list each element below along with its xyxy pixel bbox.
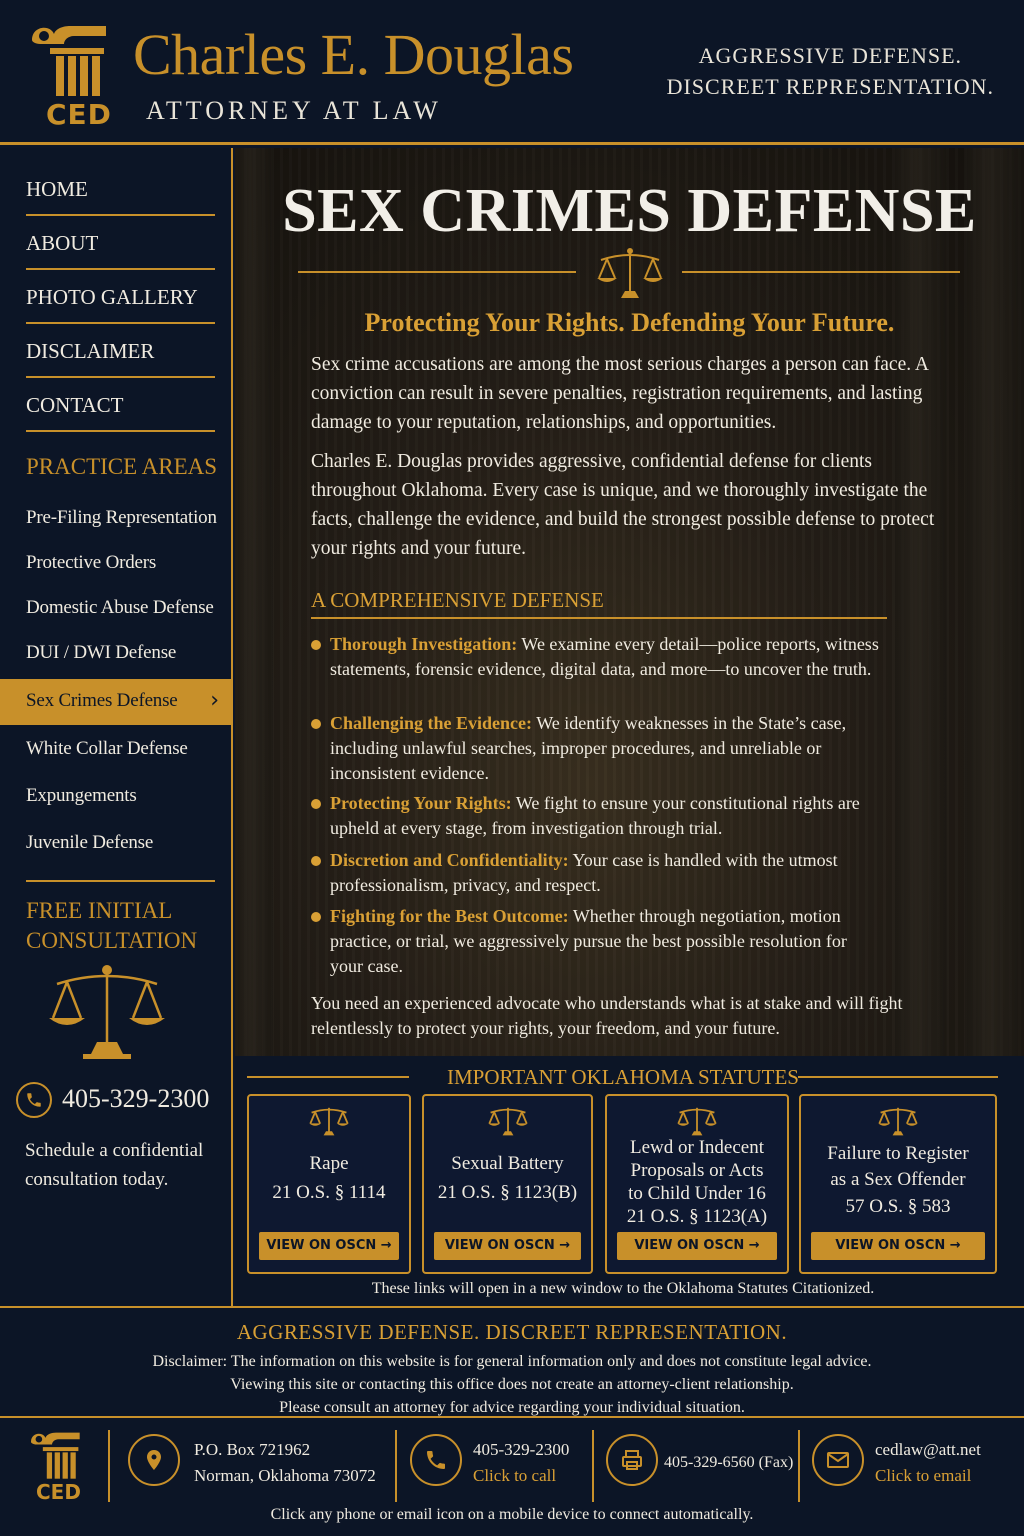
header-tagline xyxy=(667,40,994,102)
footer-email xyxy=(875,1437,981,1489)
statutes-section xyxy=(235,1056,1024,1306)
title-divider-right xyxy=(682,271,960,273)
disclaimer-line: Viewing this site or contacting this office does not create an attorney-client relationship. xyxy=(230,1376,794,1393)
view-on-oscn-button[interactable]: VIEW ON OSCN → xyxy=(434,1232,581,1260)
bullet-icon xyxy=(311,640,321,650)
sidebar-divider xyxy=(26,880,215,882)
bullet-icon xyxy=(311,856,321,866)
scales-of-justice-icon xyxy=(595,246,665,307)
tagline-line-2: DISCREET REPRESENTATION. xyxy=(666,74,994,99)
attorney-subtitle: ATTORNEY AT LAW xyxy=(146,96,442,125)
bullet-heading: Challenging the Evidence: xyxy=(330,713,533,733)
footer-fax: 405-329-6560 (Fax) xyxy=(664,1454,794,1471)
column-logo-icon[interactable] xyxy=(28,1430,84,1485)
page-title: SEX CRIMES DEFENSE xyxy=(282,177,977,245)
practice-expungements[interactable]: Expungements xyxy=(26,785,137,806)
footer-logo-text: CED xyxy=(36,1480,81,1504)
nav-contact[interactable]: CONTACT xyxy=(26,378,215,432)
statute-card-sexual-battery xyxy=(422,1094,593,1274)
site-header xyxy=(0,0,1024,145)
bullet-text: Whether through negotiation, motion practice, or trial, we aggressively pursue the best possible resolution for your case. xyxy=(330,906,847,976)
phone-icon[interactable] xyxy=(410,1434,462,1486)
bullet-icon xyxy=(311,719,321,729)
view-on-oscn-button[interactable]: VIEW ON OSCN → xyxy=(259,1232,399,1260)
address-line-1: P.O. Box 721962 xyxy=(194,1440,311,1459)
intro-paragraph: Sex crime accusations are among the most serious charges a person can face. A conviction can result in severe penalties, registration requirements, and lasting damage to your reputation, relationships, and opportunities. xyxy=(311,354,928,433)
practice-pre-filing[interactable]: Pre-Filing Representation xyxy=(26,507,217,528)
nav-photo-gallery[interactable]: PHOTO GALLERY xyxy=(26,270,215,324)
bullet-icon xyxy=(311,799,321,809)
footer-email-address[interactable]: cedlaw@att.net xyxy=(875,1440,981,1459)
section-title: A COMPREHENSIVE DEFENSE xyxy=(311,588,887,619)
statute-citation: 21 O.S. § 1114 xyxy=(272,1182,386,1203)
attorney-name[interactable]: Charles E. Douglas xyxy=(133,22,574,87)
statute-name-line: as a Sex Offender xyxy=(830,1169,966,1190)
logo-text: CED xyxy=(46,98,112,131)
closing-paragraph: You need an experienced advocate who understands what is at stake and will fight relentlessly to protect your rights, your freedom, and your future. xyxy=(311,993,903,1038)
statute-citation: 57 O.S. § 583 xyxy=(845,1196,951,1217)
location-pin-icon[interactable] xyxy=(128,1434,180,1486)
statute-citation: 21 O.S. § 1123(A) xyxy=(626,1206,768,1227)
background-column xyxy=(965,148,1024,1056)
statute-name-line: to Child Under 16 xyxy=(628,1183,766,1204)
footer-address xyxy=(194,1437,376,1489)
nav-home[interactable]: HOME xyxy=(26,162,215,216)
footer-note: Click any phone or email icon on a mobile device to connect automatically. xyxy=(270,1506,754,1523)
schedule-text: Schedule a confidential consultation today. xyxy=(25,1140,204,1190)
defense-paragraph: Charles E. Douglas provides aggressive, confidential defense for clients throughout Oklahoma. Every case is unique, and we thoroughly investigate the facts, challenge the evidence, and build the strongest possible defense to protect your rights and your future. xyxy=(311,451,935,559)
statute-name: Sexual Battery xyxy=(451,1153,564,1174)
bullet-text: We identify weaknesses in the State’s case, including unlawful searches, improper procedures, and unreliable or inconsistent evidence. xyxy=(330,713,847,783)
sidebar xyxy=(0,148,233,1306)
sidebar-phone-number[interactable]: 405-329-2300 xyxy=(62,1084,210,1113)
footer-divider xyxy=(798,1430,800,1502)
disclaimer-text xyxy=(0,1350,1024,1419)
bullet-text: Your case is handled with the utmost professionalism, privacy, and respect. xyxy=(330,850,838,895)
footer-phone xyxy=(473,1437,569,1489)
footer-disclaimer xyxy=(0,1306,1024,1418)
tagline-line-1: AGGRESSIVE DEFENSE. xyxy=(698,43,963,68)
practice-white-collar[interactable]: White Collar Defense xyxy=(26,738,188,759)
statute-card-lewd-proposals xyxy=(605,1094,789,1274)
background-column xyxy=(895,148,947,1056)
consultation-title: FREE INITIAL CONSULTATION xyxy=(26,898,198,953)
list-item xyxy=(311,848,881,898)
statute-name-line: Proposals or Acts xyxy=(630,1160,764,1181)
background-column xyxy=(235,148,273,1056)
statute-citation: 21 O.S. § 1123(B) xyxy=(437,1182,578,1203)
scales-icon xyxy=(877,1104,919,1143)
statute-card-rape xyxy=(247,1094,411,1274)
view-on-oscn-button[interactable]: VIEW ON OSCN → xyxy=(811,1232,985,1260)
main-content xyxy=(235,148,1024,1056)
practice-sex-crimes-active[interactable] xyxy=(0,679,233,725)
fax-icon[interactable] xyxy=(606,1434,658,1486)
bullet-text: We examine every detail—police reports, witness statements, forensic evidence, digital data, and more—to uncover the truth. xyxy=(330,634,879,679)
address-line-2: Norman, Oklahoma 73072 xyxy=(194,1466,376,1485)
bullet-heading: Thorough Investigation: xyxy=(330,634,518,654)
practice-protective-orders[interactable]: Protective Orders xyxy=(26,552,157,573)
practice-sex-crimes-label: Sex Crimes Defense xyxy=(26,690,178,711)
bullet-text: We fight to ensure your constitutional rights are upheld at every stage, from investigation through trial. xyxy=(330,793,860,838)
statute-name-line: Lewd or Indecent xyxy=(630,1137,764,1158)
footer-tagline: AGGRESSIVE DEFENSE. DISCREET REPRESENTATION. xyxy=(236,1320,788,1344)
practice-areas-title: PRACTICE AREAS xyxy=(26,454,218,479)
bullet-icon xyxy=(311,912,321,922)
footer-divider xyxy=(592,1430,594,1502)
page-subheading: Protecting Your Rights. Defending Your Future. xyxy=(364,308,895,337)
nav-disclaimer[interactable]: DISCLAIMER xyxy=(26,324,215,378)
nav-about[interactable]: ABOUT xyxy=(26,216,215,270)
footer-divider xyxy=(395,1430,397,1502)
list-item xyxy=(311,904,881,979)
disclaimer-line: Disclaimer: The information on this website is for general information only and does not constitute legal advice. xyxy=(152,1353,872,1370)
phone-icon[interactable] xyxy=(16,1082,52,1118)
click-to-email-link[interactable]: Click to email xyxy=(875,1466,972,1485)
bullet-heading: Fighting for the Best Outcome: xyxy=(330,906,569,926)
disclaimer-line: Please consult an attorney for advice regarding your individual situation. xyxy=(279,1399,745,1416)
footer-phone-number[interactable]: 405-329-2300 xyxy=(473,1440,570,1459)
statutes-title: IMPORTANT OKLAHOMA STATUTES xyxy=(446,1065,799,1089)
statute-card-failure-to-register xyxy=(799,1094,997,1274)
list-item xyxy=(311,632,881,682)
statute-name: Rape xyxy=(309,1153,349,1174)
footer-divider xyxy=(108,1430,110,1502)
click-to-call-link[interactable]: Click to call xyxy=(473,1466,557,1485)
view-on-oscn-button[interactable]: VIEW ON OSCN → xyxy=(617,1232,777,1260)
email-icon[interactable] xyxy=(812,1434,864,1486)
bullet-heading: Discretion and Confidentiality: xyxy=(330,850,569,870)
scales-icon xyxy=(308,1104,350,1143)
scales-of-justice-icon xyxy=(47,960,167,1065)
title-divider-left xyxy=(298,271,576,273)
chevron-right-icon: › xyxy=(210,688,219,713)
practice-juvenile[interactable]: Juvenile Defense xyxy=(26,832,154,853)
bullet-heading: Protecting Your Rights: xyxy=(330,793,512,813)
statutes-note: These links will open in a new window to the Oklahoma Statutes Citationized. xyxy=(371,1280,875,1297)
practice-domestic-abuse[interactable]: Domestic Abuse Defense xyxy=(26,597,214,618)
list-item xyxy=(311,711,881,786)
footer-contact xyxy=(0,1420,1024,1536)
scales-icon xyxy=(487,1104,529,1143)
list-item xyxy=(311,791,881,841)
practice-dui-dwi[interactable]: DUI / DWI Defense xyxy=(26,642,177,663)
statute-name-line: Failure to Register xyxy=(827,1143,969,1164)
